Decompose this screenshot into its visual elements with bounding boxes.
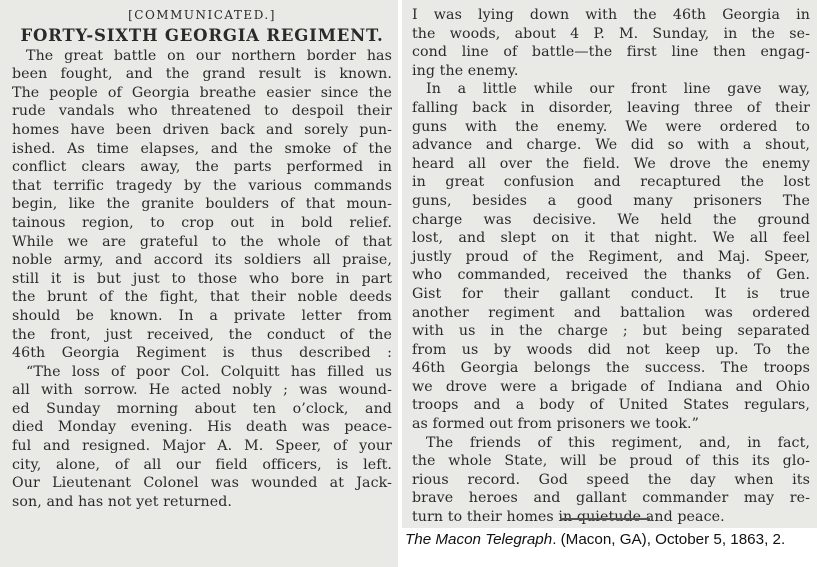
article-line: heard all over the field. We drove the enemy xyxy=(412,155,810,172)
article-line: The people of Georgia breathe easier since the xyxy=(12,84,392,101)
article-line: been fought, and the grand result is known. xyxy=(12,66,392,83)
article-line: In a little while our front line gave way, xyxy=(426,81,810,98)
article-line: troops and a body of United States regulars, xyxy=(412,397,810,414)
article-line: I was lying down with the 46th Georgia in xyxy=(412,7,810,23)
article-line: noble army, and accord its soldiers all praise, xyxy=(12,252,392,269)
article-line: from us by woods did not keep up. To the xyxy=(412,341,810,358)
article-line: the whole State, will be proud of this its glo- xyxy=(412,453,810,470)
article-line: son, and has not yet returned. xyxy=(12,493,232,510)
right-article-column xyxy=(412,6,810,527)
article-line: turn to their homes in quietude and peace. xyxy=(412,509,725,526)
article-line: conflict clears away, the parts performed in xyxy=(12,159,392,176)
article-line: begin, like the granite boulders of that moun- xyxy=(12,196,392,213)
right-newspaper-clipping xyxy=(402,0,817,528)
citation-publication: The Macon Telegraph xyxy=(405,531,553,548)
article-line: that terrific tragedy by the various commands xyxy=(12,177,392,194)
article-line: charge was decisive. We held the ground xyxy=(412,211,810,228)
article-line: ful and resigned. Major A. M. Speer, of your xyxy=(12,438,392,455)
article-line: with us in the charge ; but being separated xyxy=(412,323,810,340)
article-line: the brunt of the fight, that their noble deeds xyxy=(12,289,392,306)
article-line: still it is but just to those who bore in part xyxy=(12,270,392,287)
article-line: rious record. God speed the day when its xyxy=(412,471,810,488)
article-line: all with sorrow. He acted nobly ; was wound- xyxy=(12,382,392,399)
article-line: While we are grateful to the whole of that xyxy=(12,233,392,250)
article-line: rude vandals who threatened to despoil their xyxy=(12,103,392,120)
article-line: 46th Georgia Regiment is thus described : xyxy=(12,345,392,362)
article-line: Gist for their gallant conduct. It is true xyxy=(412,285,810,302)
article-line: the woods, about 4 P. M. Sunday, in the se- xyxy=(412,25,810,42)
article-line: The great battle on our northern border has xyxy=(26,47,392,64)
article-headline: FORTY-SIXTH GEORGIA REGIMENT. xyxy=(20,25,384,45)
article-line: homes have been driven back and sorely pun- xyxy=(12,121,392,138)
left-article-column xyxy=(12,6,392,511)
left-newspaper-clipping xyxy=(0,0,398,567)
article-line: tainous region, to crop out in bold relief. xyxy=(12,214,392,231)
article-line: should be known. In a private letter from xyxy=(12,307,392,324)
article-line: who commanded, received the thanks of Gen. xyxy=(412,267,810,284)
end-rule-ornament xyxy=(560,518,650,526)
article-line: ing the enemy. xyxy=(412,62,519,79)
right-article-body xyxy=(412,6,810,527)
article-line: justly proud of the Regiment, and Maj. Speer, xyxy=(412,248,810,265)
article-line: falling back in disorder, leaving three of their xyxy=(412,99,810,116)
left-article-body xyxy=(12,47,392,512)
article-line: we drove were a brigade of Indiana and Ohio xyxy=(412,378,810,395)
article-kicker: [COMMUNICATED.] xyxy=(128,8,276,22)
source-citation xyxy=(405,531,817,548)
article-line: as formed out from prisoners we took.” xyxy=(412,416,700,433)
article-line: Our Lieutenant Colonel was wounded at Jack- xyxy=(12,475,392,492)
article-line: 46th Georgia belongs the success. The troops xyxy=(412,360,810,377)
article-line: died Monday evening. His death was peace- xyxy=(12,419,392,436)
article-line: “The loss of poor Col. Colquitt has filled us xyxy=(26,363,392,380)
article-line: another regiment and battalion was ordered xyxy=(412,304,810,321)
article-line: the front, just received, the conduct of the xyxy=(12,326,392,343)
article-line: brave heroes and gallant commander may re- xyxy=(412,490,810,507)
citation-details: . (Macon, GA), October 5, 1863, 2. xyxy=(552,531,786,548)
article-line: ished. As time elapses, and the smoke of the xyxy=(12,140,392,157)
article-line: in great confusion and recaptured the lost xyxy=(412,174,810,191)
article-line: ed Sunday morning about ten o’clock, and xyxy=(12,400,392,417)
article-line: guns with the enemy. We were ordered to xyxy=(412,118,810,135)
article-line: lost, and slept on it that night. We all feel xyxy=(412,230,810,247)
article-line: guns, besides a good many prisoners The xyxy=(412,192,810,209)
article-line: cond line of battle—the first line then engag- xyxy=(412,44,810,61)
article-line: The friends of this regiment, and, in fact, xyxy=(426,434,810,451)
article-line: advance and charge. We did so with a shout, xyxy=(412,137,810,154)
article-line: city, alone, of all our field officers, is left. xyxy=(12,456,392,473)
